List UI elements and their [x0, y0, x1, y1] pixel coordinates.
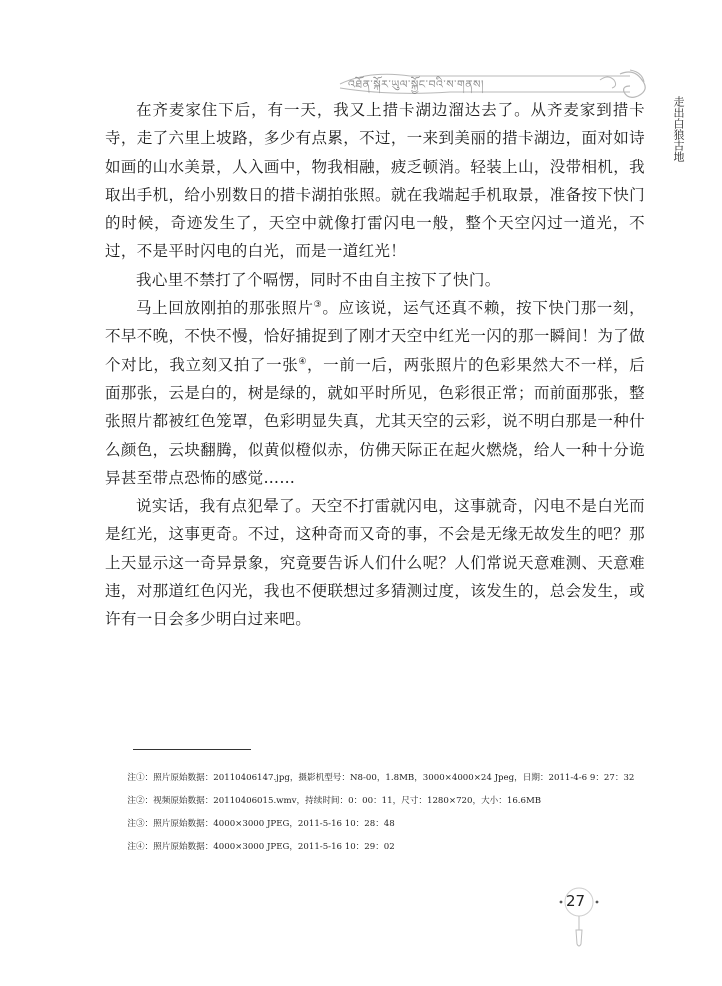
- running-title: 走出白狼古地: [672, 96, 685, 162]
- footnote-3: 注③：照片原始数据：4000×3000 JPEG，2011-5-16 10：28：48: [127, 819, 395, 829]
- header-tibetan-title: འཐོན་སྐོར་ཡུལ་སྐྱོང་བའི་ས་གནས།: [348, 78, 484, 91]
- footnote-divider: [133, 749, 251, 750]
- main-text: [105, 96, 645, 634]
- paragraph-4: 说实话，我有点犯晕了。天空不打雷就闪电，这事就奇，闪电不是白光而是红光，这事更奇。不过，这种奇而又奇的事，不会是无缘无故发生的吧？那上天显示这一奇异景象，究竟要告诉人们什么呢？人们常说天意难测、天意难违，对那道红色闪光，我也不便联想过多猜测过度，该发生的，总会发生，或许有一日会多少明白过来吧。: [105, 497, 645, 629]
- footnote-2: 注②：视频原始数据：20110406015.wmv，持续时间：0：00：11，尺寸：1280×720，大小：16.6MB: [127, 796, 542, 806]
- page-number: 27: [566, 892, 586, 910]
- footnote-4: 注④：照片原始数据：4000×3000 JPEG，2011-5-16 10：29：02: [127, 842, 395, 852]
- footnote-ref-3: ③: [313, 300, 323, 311]
- paragraph-2: 我心里不禁打了个嗝愣，同时不由自主按下了快门。: [136, 270, 501, 289]
- footnote-1: 注①：照片原始数据：20110406147.jpg，摄影机型号：N8-00，1.8MB，3000×4000×24 Jpeg，日期：2011-4-6 9：27：32: [127, 773, 635, 783]
- paragraph-3: 马上回放刚拍的那张照片③。应该说，运气还真不赖，按下快门那一刻，不早不晚，不快不慢，恰好捕捉到了刚才天空中红光一闪的那一瞬间！为了做个对比，我立刻又拍了一张④，一前一后，两张照片的色彩果然大不一样，后面那张，云是白的，树是绿的，就如平时所见，色彩很正常；而前面那张，整张照片都被红色笼罩，色彩明显失真，尤其天空的云彩，说不明白那是一种什么颜色，云块翻腾，似黄似橙似赤，仿佛天际正在起火燃烧，给人一种十分诡异甚至带点恐怖的感觉……: [105, 299, 646, 487]
- footnotes: [105, 768, 645, 860]
- paragraph-1: 在齐麦家住下后，有一天，我又上措卡湖边溜达去了。从齐麦家到措卡寺，走了六里上坡路，多少有点累，不过，一来到美丽的措卡湖边，面对如诗如画的山水美景，人入画中，物我相融，疲乏顿消。轻装上山，没带相机，我取出手机，给小别数日的措卡湖拍张照。就在我端起手机取景，准备按下快门的时候，奇迹发生了，天空中就像打雷闪电一般，整个天空闪过一道光，不过，不是平时闪电的白光，而是一道红光！: [105, 101, 645, 261]
- footnote-ref-4: ④: [298, 356, 307, 367]
